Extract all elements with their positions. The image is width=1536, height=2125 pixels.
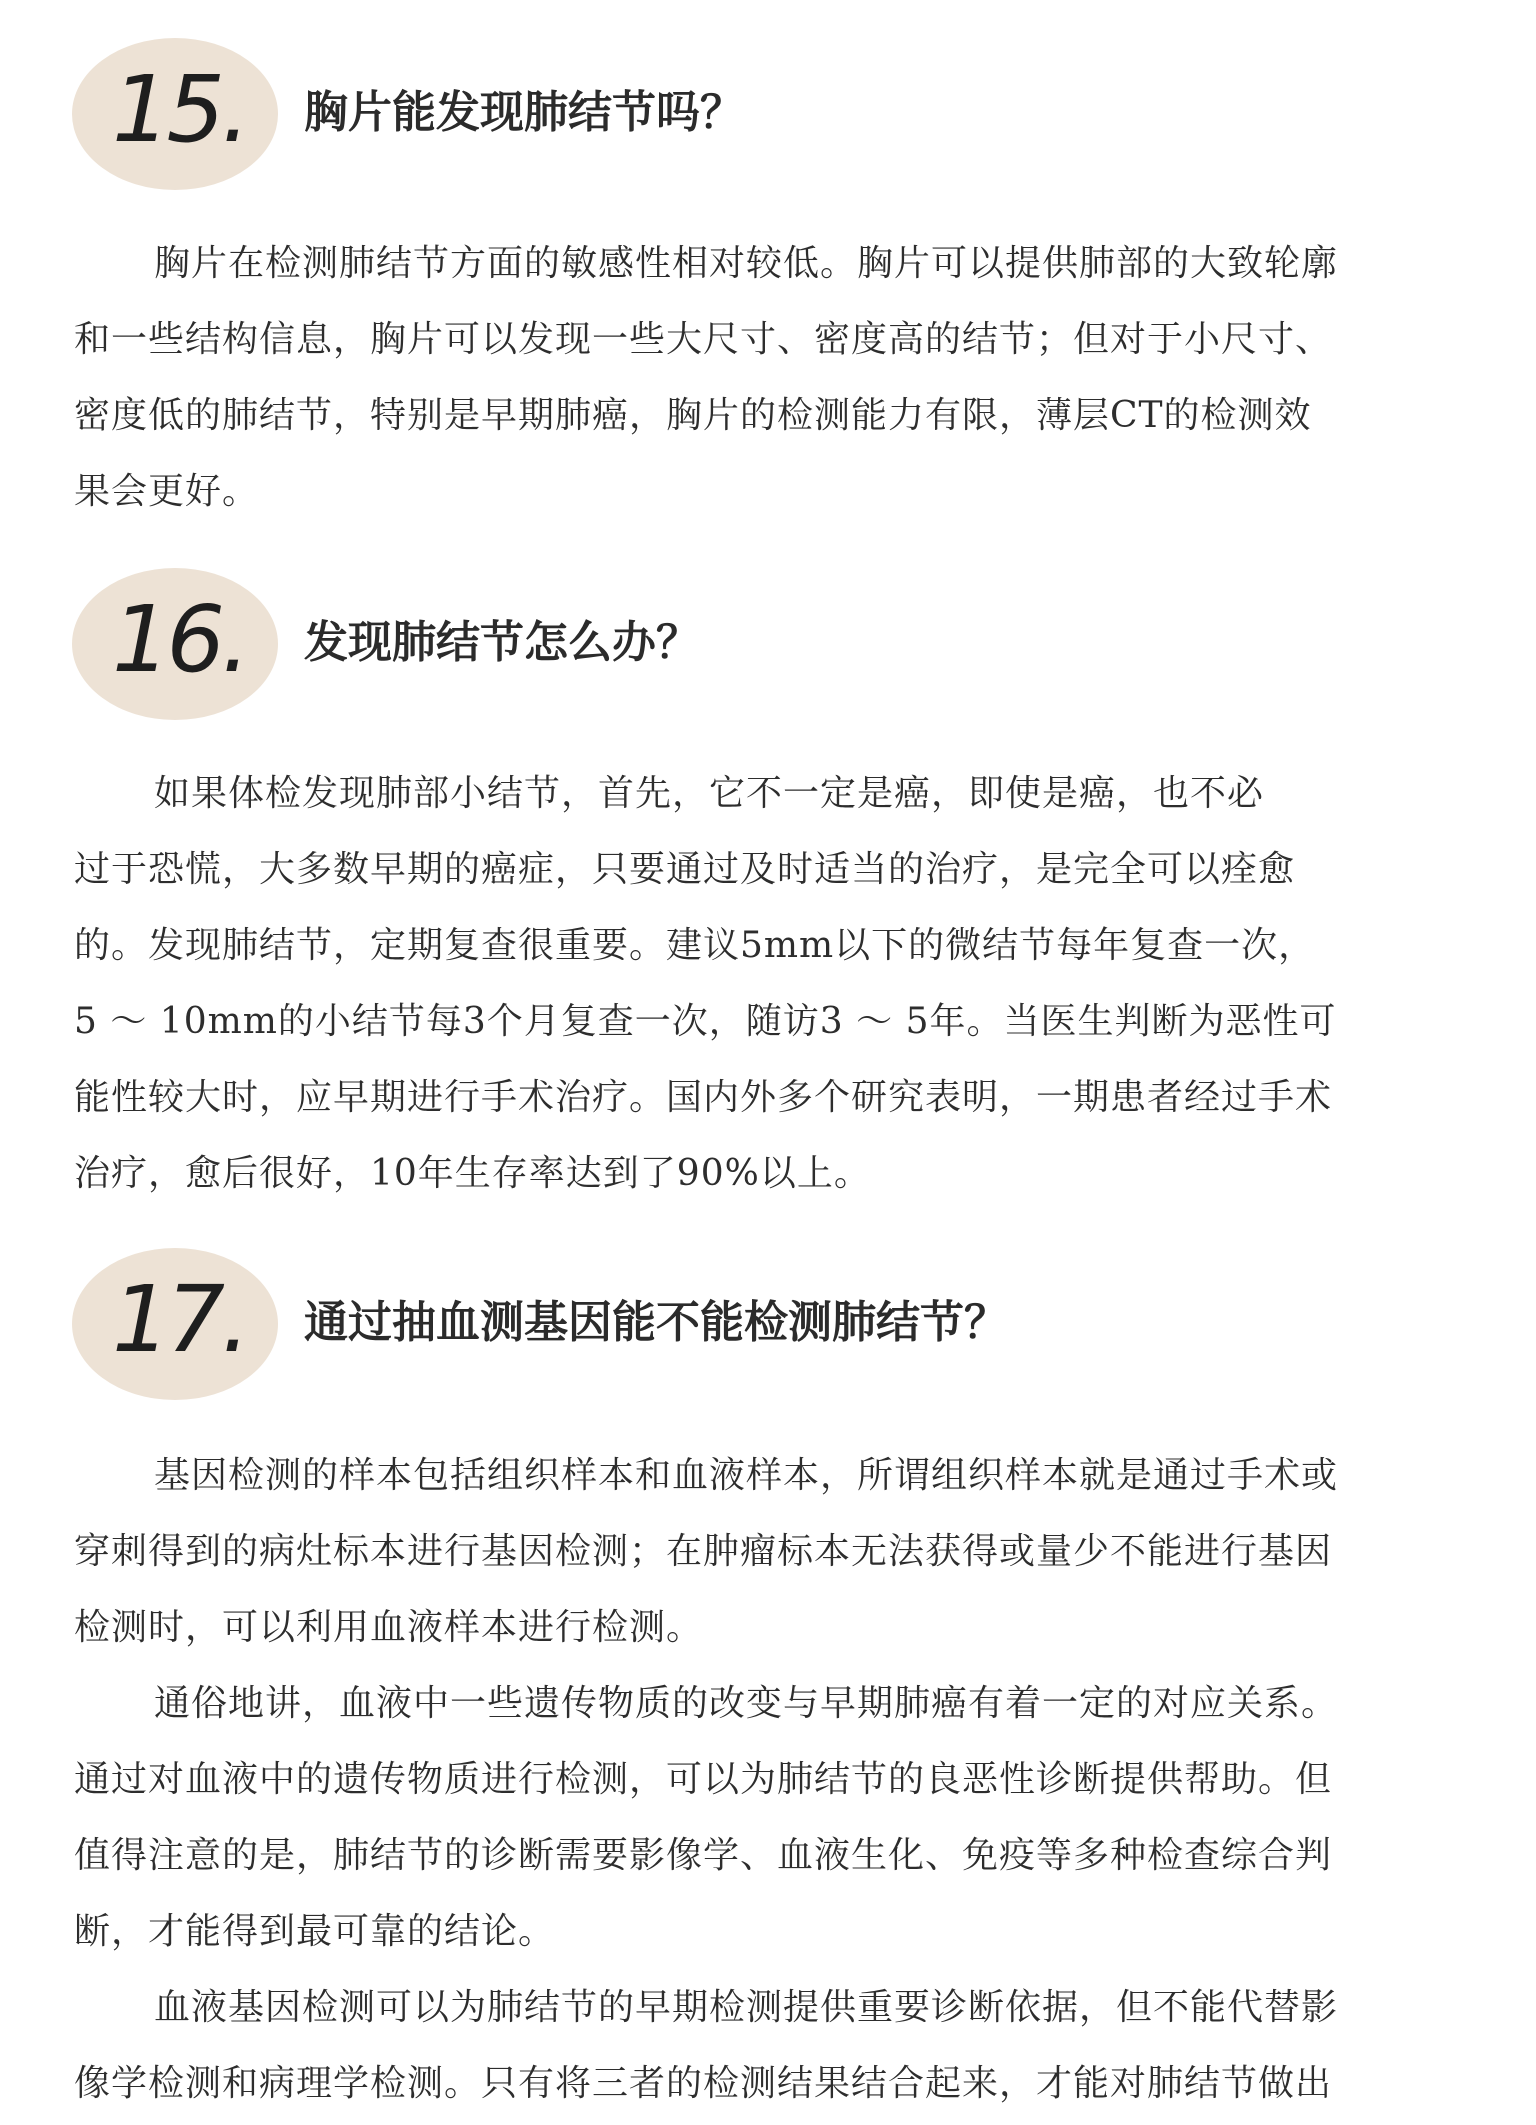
paragraph-line: 密度低的肺结节，特别是早期肺癌，胸片的检测能力有限，薄层CT的检测效	[74, 395, 1312, 436]
paragraph-line: 血液基因检测可以为肺结节的早期检测提供重要诊断依据，但不能代替影	[154, 1987, 1339, 2028]
section-title: 胸片能发现肺结节吗？	[304, 87, 744, 138]
paragraph-line: 检测时，可以利用血液样本进行检测。	[74, 1607, 704, 1648]
paragraph-line: 能性较大时，应早期进行手术治疗。国内外多个研究表明，一期患者经过手术	[74, 1077, 1333, 1118]
paragraph-line: 断，才能得到最可靠的结论。	[74, 1911, 556, 1952]
paragraph-line: 过于恐慌，大多数早期的癌症，只要通过及时适当的治疗，是完全可以痊愈	[74, 849, 1296, 890]
paragraph-line: 治疗，愈后很好，10年生存率达到了90%以上。	[74, 1153, 871, 1194]
paragraph-line: 通过对血液中的遗传物质进行检测，可以为肺结节的良恶性诊断提供帮助。但	[74, 1759, 1333, 1800]
number-badge	[72, 568, 278, 720]
paragraph-line: 穿刺得到的病灶标本进行基因检测；在肿瘤标本无法获得或量少不能进行基因	[74, 1531, 1333, 1572]
paragraph-line: 胸片在检测肺结节方面的敏感性相对较低。胸片可以提供肺部的大致轮廓	[154, 243, 1339, 284]
paragraph-line: 通俗地讲，血液中一些遗传物质的改变与早期肺癌有着一定的对应关系。	[154, 1683, 1339, 1724]
section-number: 17.	[112, 1266, 247, 1373]
paragraph-line: 像学检测和病理学检测。只有将三者的检测结果结合起来，才能对肺结节做出	[74, 2063, 1333, 2104]
section-title: 发现肺结节怎么办？	[304, 617, 700, 668]
paragraph-line: 基因检测的样本包括组织样本和血液样本，所谓组织样本就是通过手术或	[154, 1455, 1339, 1496]
section-body-15	[74, 226, 1414, 530]
number-badge	[72, 38, 278, 190]
paragraph-line: 5 ～ 10mm的小结节每3个月复查一次，随访3 ～ 5年。当医生判断为恶性可	[74, 1001, 1337, 1042]
paragraph-line: 的。发现肺结节，定期复查很重要。建议5mm以下的微结节每年复查一次，	[74, 925, 1316, 966]
section-header-16	[72, 568, 1472, 720]
paragraph-line: 值得注意的是，肺结节的诊断需要影像学、血液生化、免疫等多种检查综合判	[74, 1835, 1333, 1876]
section-header-15	[72, 38, 1472, 190]
number-badge	[72, 1248, 278, 1400]
paragraph-line: 果会更好。	[74, 471, 260, 512]
section-number: 15.	[112, 56, 247, 163]
section-number: 16.	[112, 586, 247, 693]
section-body-17	[74, 1438, 1414, 2122]
section-header-17	[72, 1248, 1472, 1400]
paragraph-line: 和一些结构信息，胸片可以发现一些大尺寸、密度高的结节；但对于小尺寸、	[74, 319, 1333, 360]
section-title: 通过抽血测基因能不能检测肺结节？	[304, 1297, 1008, 1348]
section-body-16	[74, 756, 1414, 1212]
paragraph-line: 如果体检发现肺部小结节，首先，它不一定是癌，即使是癌，也不必	[154, 773, 1265, 814]
